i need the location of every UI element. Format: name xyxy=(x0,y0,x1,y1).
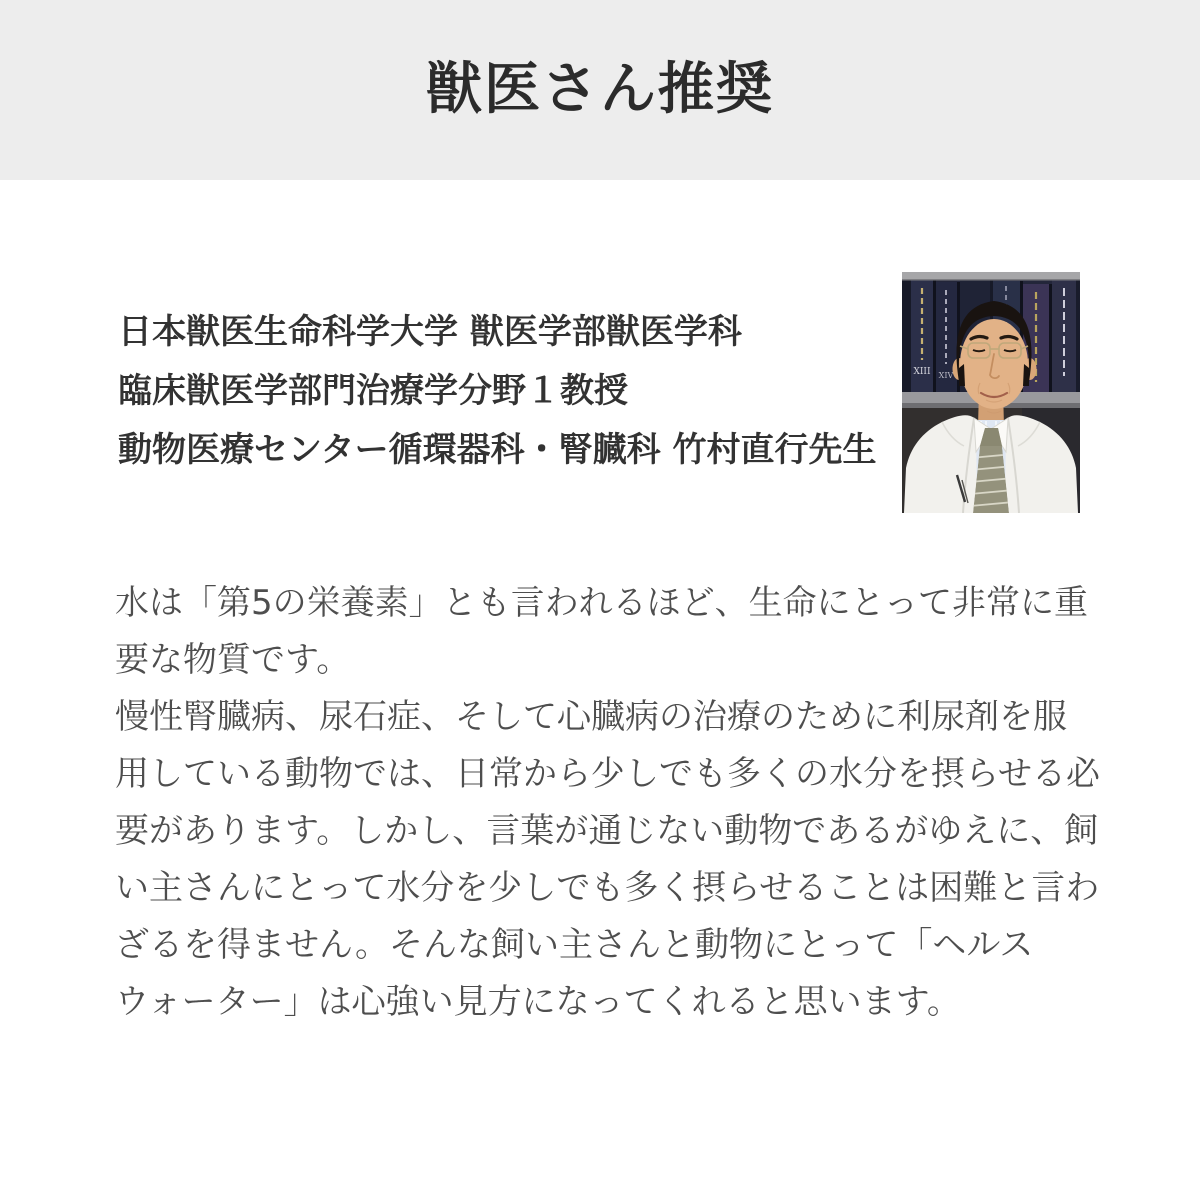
description-line: ざるを得ません。そんな飼い主さんと動物にとって「ヘルス xyxy=(115,925,1034,965)
credential-line: 日本獣医生命科学大学 獣医学部獣医学科 xyxy=(118,312,742,352)
svg-text:XIII: XIII xyxy=(913,367,931,377)
description-line: 慢性腎臓病、尿石症、そして心臓病の治療のために利尿剤を服 xyxy=(115,697,1067,737)
lab-coat xyxy=(904,415,1078,513)
svg-text:XIV: XIV xyxy=(938,371,954,380)
credential-line: 動物医療センター循環器科・腎臓科 竹村直行先生 xyxy=(118,430,877,470)
credentials-block xyxy=(118,303,876,480)
section-title: 獣医さん推奨 xyxy=(426,57,774,122)
veterinarian-portrait-illustration xyxy=(902,272,1080,513)
section-header xyxy=(0,0,1200,180)
veterinarian-photo xyxy=(902,272,1080,513)
description-line: ウォーター」は心強い見方になってくれると思います。 xyxy=(115,982,961,1022)
description-line: 要があります。しかし、言葉が通じない動物であるがゆえに、飼 xyxy=(115,811,1099,851)
description-line: 水は「第5の栄養素」とも言われるほど、生命にとって非常に重 xyxy=(115,583,1088,623)
description-section xyxy=(115,575,1100,1031)
description-line: 要な物質です。 xyxy=(115,640,351,680)
credential-line: 臨床獣医学部門治療学分野１教授 xyxy=(118,371,628,411)
description-line: い主さんにとって水分を少しでも多く摂らせることは困難と言わ xyxy=(115,868,1100,908)
description-line: 用している動物では、日常から少しでも多くの水分を摂らせる必 xyxy=(115,754,1100,794)
